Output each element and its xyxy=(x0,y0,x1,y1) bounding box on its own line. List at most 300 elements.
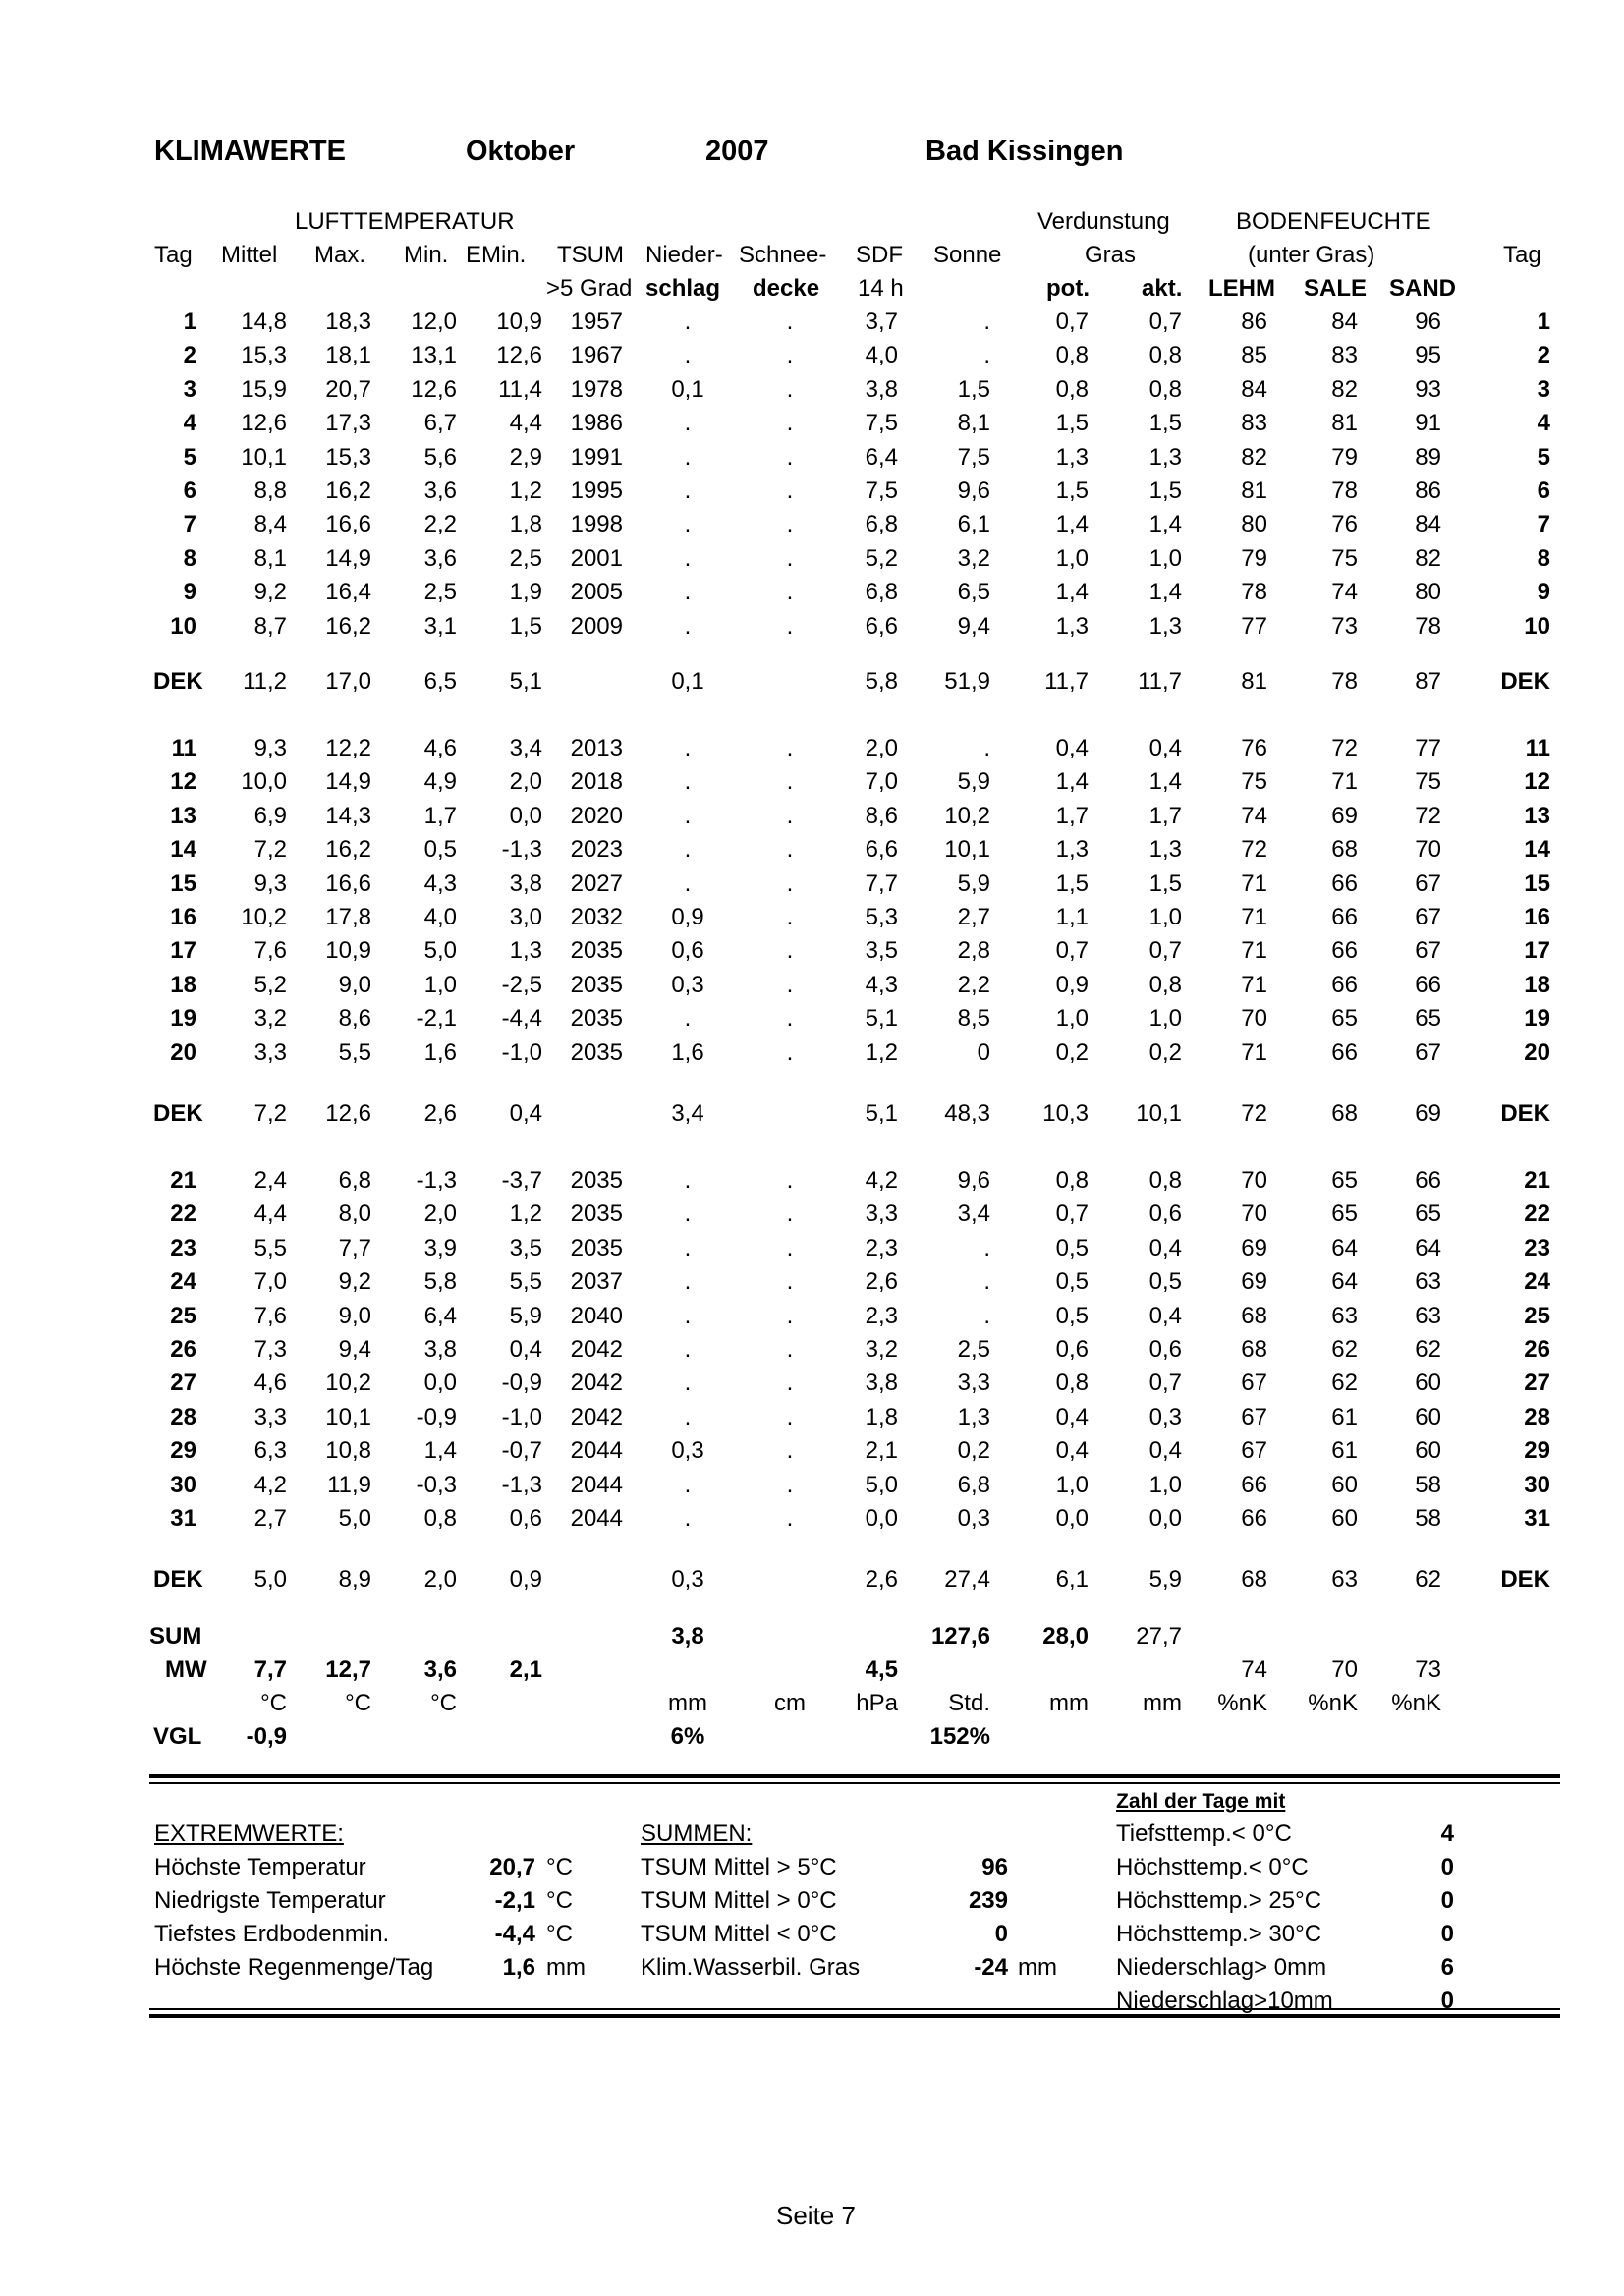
table-cell: 61 xyxy=(1331,1437,1358,1465)
table-cell: 8,1 xyxy=(957,410,990,437)
table-cell: 2,1 xyxy=(865,1437,898,1465)
table-cell: 70 xyxy=(1415,836,1441,864)
table-cell: 5,0 xyxy=(253,1566,287,1593)
table-cell: 12,2 xyxy=(325,735,371,761)
table-cell: 8,7 xyxy=(253,612,287,640)
table-cell: 62 xyxy=(1415,1566,1441,1593)
table-row xyxy=(0,803,1624,836)
table-cell: -3,7 xyxy=(501,1167,542,1194)
table-cell: 81 xyxy=(1331,410,1358,437)
table-cell: 0 xyxy=(977,1038,990,1066)
table-cell: 70 xyxy=(1241,1201,1267,1228)
table-cell: 0,0 xyxy=(509,802,542,829)
table-cell: -0,3 xyxy=(416,1471,457,1498)
table-cell: . xyxy=(786,768,794,796)
table-cell: 13,1 xyxy=(411,342,457,369)
table-cell: 74 xyxy=(1331,579,1358,606)
table-cell: 76 xyxy=(1241,735,1267,761)
table-cell: 24 xyxy=(1524,1268,1550,1296)
table-cell: 28 xyxy=(1524,1403,1550,1430)
header-emin: EMin. xyxy=(466,242,527,268)
table-cell: 82 xyxy=(1241,443,1267,471)
table-cell: . xyxy=(786,904,794,930)
table-cell: 0,8 xyxy=(1055,375,1089,403)
table-cell: 3,2 xyxy=(865,1336,898,1363)
table-cell: . xyxy=(786,1201,794,1228)
table-cell: 3,8 xyxy=(509,869,542,897)
table-cell: 58 xyxy=(1415,1505,1441,1532)
table-cell: 4,0 xyxy=(423,904,457,930)
table-row xyxy=(0,1505,1624,1539)
table-cell: 73 xyxy=(1415,1656,1441,1683)
table-cell: 0,4 xyxy=(1148,1437,1182,1465)
table-row xyxy=(0,1167,1624,1201)
table-cell: 16,6 xyxy=(325,869,371,897)
table-cell: . xyxy=(983,342,990,369)
table-cell: °C xyxy=(260,1690,287,1716)
table-cell: 71 xyxy=(1331,768,1358,796)
table-cell: 7,7 xyxy=(253,1656,287,1683)
table-cell: 7,5 xyxy=(865,477,898,504)
table-cell: 26 xyxy=(1524,1336,1550,1363)
table-cell: 1,3 xyxy=(1148,443,1182,471)
table-cell: 21 xyxy=(170,1167,196,1194)
header-unter-gras: (unter Gras) xyxy=(1248,242,1375,268)
table-cell: 65 xyxy=(1331,1005,1358,1033)
table-cell: 0,9 xyxy=(1055,971,1089,998)
table-cell: 15,3 xyxy=(241,342,287,369)
table-cell: . xyxy=(684,802,692,829)
table-row xyxy=(0,836,1624,869)
table-cell: 2035 xyxy=(570,1234,623,1261)
table-cell: 3,4 xyxy=(509,735,542,761)
table-cell: 2035 xyxy=(570,1167,623,1194)
table-row xyxy=(0,511,1624,544)
table-cell: 0,0 xyxy=(423,1370,457,1397)
table-cell: 66 xyxy=(1331,971,1358,998)
table-cell: 17 xyxy=(170,937,196,965)
table-cell: . xyxy=(684,579,692,606)
sum-row xyxy=(0,1623,1624,1656)
table-cell: 5 xyxy=(183,443,196,471)
table-cell: 27 xyxy=(1524,1370,1550,1397)
header-lehm: LEHM xyxy=(1208,275,1275,302)
table-row xyxy=(0,1404,1624,1437)
table-cell: 2,5 xyxy=(957,1336,990,1363)
table-cell: . xyxy=(684,1234,692,1261)
table-cell: . xyxy=(786,1268,794,1296)
table-cell: 7,0 xyxy=(253,1268,287,1296)
table-cell: 12,7 xyxy=(325,1656,371,1683)
table-cell: 1,7 xyxy=(423,802,457,829)
table-cell: Std. xyxy=(948,1690,990,1716)
table-cell: 1,5 xyxy=(1148,477,1182,504)
table-cell: 76 xyxy=(1331,511,1358,538)
table-row xyxy=(0,768,1624,802)
table-cell: DEK xyxy=(153,1566,203,1593)
table-cell: 3,4 xyxy=(671,1100,704,1127)
extreme-label: Höchste Regenmenge/Tag xyxy=(154,1954,434,1981)
table-cell: 6% xyxy=(670,1723,705,1750)
table-cell: 79 xyxy=(1331,443,1358,471)
table-cell: 2,0 xyxy=(865,735,898,761)
table-cell: 11 xyxy=(1525,735,1550,761)
table-cell: 60 xyxy=(1415,1370,1441,1397)
table-cell: 1 xyxy=(1537,308,1550,335)
table-cell: 2044 xyxy=(570,1505,623,1532)
table-cell: 5,2 xyxy=(253,971,287,998)
table-cell: 0,7 xyxy=(1148,1370,1182,1397)
table-cell: 20 xyxy=(170,1038,196,1066)
table-cell: . xyxy=(786,1471,794,1498)
table-cell: 3,9 xyxy=(423,1234,457,1261)
table-cell: DEK xyxy=(1500,668,1550,695)
table-cell: 60 xyxy=(1331,1471,1358,1498)
table-cell: 10,3 xyxy=(1042,1100,1089,1127)
comparison-row xyxy=(0,1723,1624,1757)
header-sand: SAND xyxy=(1389,275,1457,302)
table-cell: 7,6 xyxy=(253,937,287,965)
table-cell: 9 xyxy=(183,579,196,606)
table-cell: 66 xyxy=(1415,971,1441,998)
sum-label: TSUM Mittel > 0°C xyxy=(641,1887,837,1914)
table-cell: 0,5 xyxy=(423,836,457,864)
table-cell: 4,3 xyxy=(865,971,898,998)
table-cell: . xyxy=(786,1336,794,1363)
table-cell: 1,2 xyxy=(509,477,542,504)
table-cell: 12 xyxy=(1524,768,1550,796)
table-cell: 74 xyxy=(1241,802,1267,829)
table-cell: 2042 xyxy=(570,1403,623,1430)
header-decke: decke xyxy=(753,275,820,302)
table-cell: cm xyxy=(774,1690,806,1716)
table-cell: 1991 xyxy=(570,443,623,471)
table-cell: 95 xyxy=(1415,342,1441,369)
table-cell: . xyxy=(983,1268,990,1296)
table-cell: 8,4 xyxy=(253,511,287,538)
table-cell: 82 xyxy=(1331,375,1358,403)
table-cell: 64 xyxy=(1331,1234,1358,1261)
table-cell: 0,4 xyxy=(509,1336,542,1363)
table-cell: 0,3 xyxy=(671,1566,704,1593)
table-cell: 29 xyxy=(170,1437,196,1465)
table-cell: 60 xyxy=(1415,1403,1441,1430)
table-cell: 3,7 xyxy=(865,308,898,335)
table-cell: . xyxy=(786,1437,794,1465)
table-cell: 15 xyxy=(170,869,196,897)
table-cell: 68 xyxy=(1331,1100,1358,1127)
table-cell: . xyxy=(786,1234,794,1261)
table-cell: 0,7 xyxy=(1055,937,1089,965)
table-cell: . xyxy=(684,308,692,335)
table-cell: . xyxy=(786,869,794,897)
table-cell: 25 xyxy=(1524,1302,1550,1329)
table-cell: 0,2 xyxy=(957,1437,990,1465)
table-cell: 64 xyxy=(1415,1234,1441,1261)
table-cell: 1,4 xyxy=(1148,579,1182,606)
table-cell: 5,9 xyxy=(957,768,990,796)
table-cell: 5,1 xyxy=(865,1005,898,1033)
decade-summary-row xyxy=(0,1100,1624,1134)
table-cell: 2042 xyxy=(570,1370,623,1397)
table-cell: 1,0 xyxy=(423,971,457,998)
table-cell: 8,0 xyxy=(338,1201,371,1228)
table-row xyxy=(0,477,1624,511)
table-cell: . xyxy=(786,1005,794,1033)
table-cell: 2005 xyxy=(570,579,623,606)
header-akt: akt. xyxy=(1142,275,1183,302)
header-schnee: Schnee- xyxy=(739,242,827,268)
table-cell: 14 xyxy=(1524,836,1550,864)
decade-summary-row xyxy=(0,1566,1624,1599)
table-cell: . xyxy=(684,1336,692,1363)
table-cell: 1,5 xyxy=(509,612,542,640)
table-cell: 9,4 xyxy=(338,1336,371,1363)
table-row xyxy=(0,1005,1624,1038)
table-cell: 12,6 xyxy=(325,1100,371,1127)
table-cell: 84 xyxy=(1331,308,1358,335)
table-cell: 2009 xyxy=(570,612,623,640)
table-cell: . xyxy=(786,971,794,998)
table-cell: 20 xyxy=(1524,1038,1550,1066)
table-cell: 5,1 xyxy=(865,1100,898,1127)
table-cell: 2,7 xyxy=(253,1505,287,1532)
days-label: Tiefsttemp.< 0°C xyxy=(1116,1820,1292,1847)
table-cell: 5,8 xyxy=(423,1268,457,1296)
table-cell: 60 xyxy=(1331,1505,1358,1532)
sums-heading: SUMMEN: xyxy=(641,1820,753,1847)
table-cell: 17,3 xyxy=(325,410,371,437)
table-cell: 10,2 xyxy=(325,1370,371,1397)
table-cell: 14,3 xyxy=(325,802,371,829)
table-cell: 10,0 xyxy=(241,768,287,796)
table-cell: 0,4 xyxy=(1148,1302,1182,1329)
table-cell: 8,8 xyxy=(253,477,287,504)
table-cell: 72 xyxy=(1241,1100,1267,1127)
table-cell: 7,0 xyxy=(865,768,898,796)
table-cell: 2,0 xyxy=(423,1201,457,1228)
table-cell: 3 xyxy=(183,375,196,403)
table-cell: 14,9 xyxy=(325,768,371,796)
table-cell: . xyxy=(786,1403,794,1430)
table-cell: 11,9 xyxy=(327,1471,371,1498)
days-label: Niederschlag>10mm xyxy=(1116,1988,1333,2014)
table-cell: 83 xyxy=(1331,342,1358,369)
table-cell: . xyxy=(786,544,794,572)
table-cell: 5,9 xyxy=(957,869,990,897)
table-cell: 4,9 xyxy=(423,768,457,796)
table-cell: 2035 xyxy=(570,1201,623,1228)
table-cell: 62 xyxy=(1331,1370,1358,1397)
table-cell: DEK xyxy=(153,668,203,695)
header-tsum-sub: >5 Grad xyxy=(546,275,633,302)
table-cell: -2,1 xyxy=(416,1005,457,1033)
sum-label: Klim.Wasserbil. Gras xyxy=(641,1954,861,1981)
table-cell: 1,3 xyxy=(1055,836,1089,864)
table-cell: 4,4 xyxy=(253,1201,287,1228)
table-cell: 2,2 xyxy=(423,511,457,538)
table-cell: 2 xyxy=(183,342,196,369)
table-cell: 0,2 xyxy=(1148,1038,1182,1066)
table-cell: 11,7 xyxy=(1044,668,1089,695)
extreme-unit: mm xyxy=(546,1954,586,1981)
table-cell: 73 xyxy=(1331,612,1358,640)
days-value: 6 xyxy=(1440,1954,1454,1981)
table-cell: 4,4 xyxy=(509,410,542,437)
table-cell: 11,2 xyxy=(243,668,287,695)
table-cell: 80 xyxy=(1241,511,1267,538)
extreme-value: 20,7 xyxy=(489,1854,535,1880)
table-cell: 3,6 xyxy=(423,477,457,504)
table-cell: 8,9 xyxy=(338,1566,371,1593)
table-cell: 1,5 xyxy=(1148,410,1182,437)
table-cell: 0,3 xyxy=(671,1437,704,1465)
table-row xyxy=(0,937,1624,971)
table-cell: 69 xyxy=(1241,1234,1267,1261)
table-cell: 68 xyxy=(1241,1336,1267,1363)
table-cell: 70 xyxy=(1331,1656,1358,1683)
days-heading: Zahl der Tage mit xyxy=(1116,1790,1286,1813)
table-cell: . xyxy=(684,768,692,796)
sum-value: -24 xyxy=(974,1954,1008,1981)
table-cell: 5,0 xyxy=(423,937,457,965)
table-cell: 63 xyxy=(1331,1566,1358,1593)
table-cell: 0,4 xyxy=(1055,735,1089,761)
table-cell: 0,6 xyxy=(1148,1336,1182,1363)
table-cell: 15,9 xyxy=(241,375,287,403)
table-cell: 2,6 xyxy=(865,1566,898,1593)
table-cell: 14 xyxy=(170,836,196,864)
header-min: Min. xyxy=(404,242,449,268)
table-cell: . xyxy=(684,735,692,761)
table-cell: 2020 xyxy=(570,802,623,829)
table-cell: MW xyxy=(165,1656,207,1683)
table-cell: 1998 xyxy=(570,511,623,538)
table-cell: 0,8 xyxy=(1055,1167,1089,1194)
table-cell: 12,0 xyxy=(411,308,457,335)
table-cell: 1957 xyxy=(570,308,623,335)
days-value: 0 xyxy=(1440,1854,1454,1880)
table-cell: 5,5 xyxy=(509,1268,542,1296)
table-cell: 9,6 xyxy=(957,477,990,504)
header-14h: 14 h xyxy=(858,275,904,302)
table-cell: 1,0 xyxy=(1055,1471,1089,1498)
table-cell: 7,7 xyxy=(865,869,898,897)
table-cell: SUM xyxy=(149,1623,202,1650)
table-cell: 67 xyxy=(1415,904,1441,930)
table-cell: -1,0 xyxy=(501,1038,542,1066)
table-cell: 1,4 xyxy=(1148,768,1182,796)
table-cell: 67 xyxy=(1415,937,1441,965)
table-cell: . xyxy=(983,1302,990,1329)
table-cell: 51,9 xyxy=(944,668,990,695)
table-cell: 0,5 xyxy=(1055,1234,1089,1261)
table-cell: 1,6 xyxy=(423,1038,457,1066)
table-cell: 71 xyxy=(1241,971,1267,998)
report-month: Oktober xyxy=(466,136,576,167)
table-row xyxy=(0,870,1624,904)
table-cell: 0,8 xyxy=(1148,1167,1182,1194)
table-cell: 66 xyxy=(1415,1167,1441,1194)
table-cell: 7,3 xyxy=(253,1336,287,1363)
table-cell: 152% xyxy=(929,1723,990,1750)
header-verdunstung: Verdunstung xyxy=(1037,208,1170,235)
table-cell: 1,3 xyxy=(957,1403,990,1430)
table-cell: 127,6 xyxy=(930,1623,990,1650)
table-cell: 67 xyxy=(1415,869,1441,897)
table-cell: 6,8 xyxy=(338,1167,371,1194)
table-cell: 0,3 xyxy=(1148,1403,1182,1430)
table-cell: 21 xyxy=(1524,1167,1550,1194)
table-cell: . xyxy=(786,375,794,403)
table-cell: 3,5 xyxy=(509,1234,542,1261)
table-cell: 25 xyxy=(170,1302,196,1329)
table-cell: 2,3 xyxy=(865,1302,898,1329)
table-cell: mm xyxy=(1049,1690,1089,1716)
table-cell: . xyxy=(684,836,692,864)
table-cell: 0,5 xyxy=(1055,1268,1089,1296)
table-cell: 10 xyxy=(170,612,196,640)
table-cell: -2,5 xyxy=(501,971,542,998)
table-row xyxy=(0,904,1624,937)
table-cell: 72 xyxy=(1331,735,1358,761)
table-cell: 1,5 xyxy=(1055,410,1089,437)
table-cell: %nK xyxy=(1308,1690,1358,1716)
table-cell: . xyxy=(983,735,990,761)
sum-value: 0 xyxy=(994,1921,1008,1947)
table-cell: 82 xyxy=(1415,544,1441,572)
table-cell: . xyxy=(786,1038,794,1066)
table-row xyxy=(0,545,1624,579)
table-cell: 26 xyxy=(170,1336,196,1363)
table-row xyxy=(0,972,1624,1005)
table-cell: 75 xyxy=(1331,544,1358,572)
table-cell: 15,3 xyxy=(325,443,371,471)
table-cell: 2035 xyxy=(570,1038,623,1066)
table-cell: 0,6 xyxy=(671,937,704,965)
table-cell: %nK xyxy=(1217,1690,1267,1716)
table-cell: . xyxy=(786,410,794,437)
table-cell: 30 xyxy=(170,1471,196,1498)
table-cell: 10,2 xyxy=(241,904,287,930)
table-cell: . xyxy=(684,342,692,369)
table-cell: 7 xyxy=(1537,511,1550,538)
table-cell: 6 xyxy=(1537,477,1550,504)
table-cell: 69 xyxy=(1331,802,1358,829)
table-cell: . xyxy=(684,1505,692,1532)
table-row xyxy=(0,1336,1624,1370)
table-cell: 1,2 xyxy=(865,1038,898,1066)
table-cell: 1,5 xyxy=(1055,869,1089,897)
table-cell: 8,1 xyxy=(253,544,287,572)
table-cell: 0,6 xyxy=(509,1505,542,1532)
table-cell: 11,4 xyxy=(498,375,542,403)
table-cell: 12,6 xyxy=(241,410,287,437)
table-cell: 1,7 xyxy=(1055,802,1089,829)
table-cell: . xyxy=(786,735,794,761)
header-sdf: SDF xyxy=(856,242,903,268)
table-cell: 17,0 xyxy=(325,668,371,695)
table-cell: 17 xyxy=(1524,937,1550,965)
table-cell: 6,8 xyxy=(957,1471,990,1498)
table-cell: 1,0 xyxy=(1148,904,1182,930)
table-cell: . xyxy=(786,511,794,538)
table-cell: 1,9 xyxy=(509,579,542,606)
table-cell: 3,3 xyxy=(253,1403,287,1430)
days-value: 0 xyxy=(1440,1921,1454,1947)
header-tsum: TSUM xyxy=(557,242,624,268)
table-cell: 6,5 xyxy=(423,668,457,695)
